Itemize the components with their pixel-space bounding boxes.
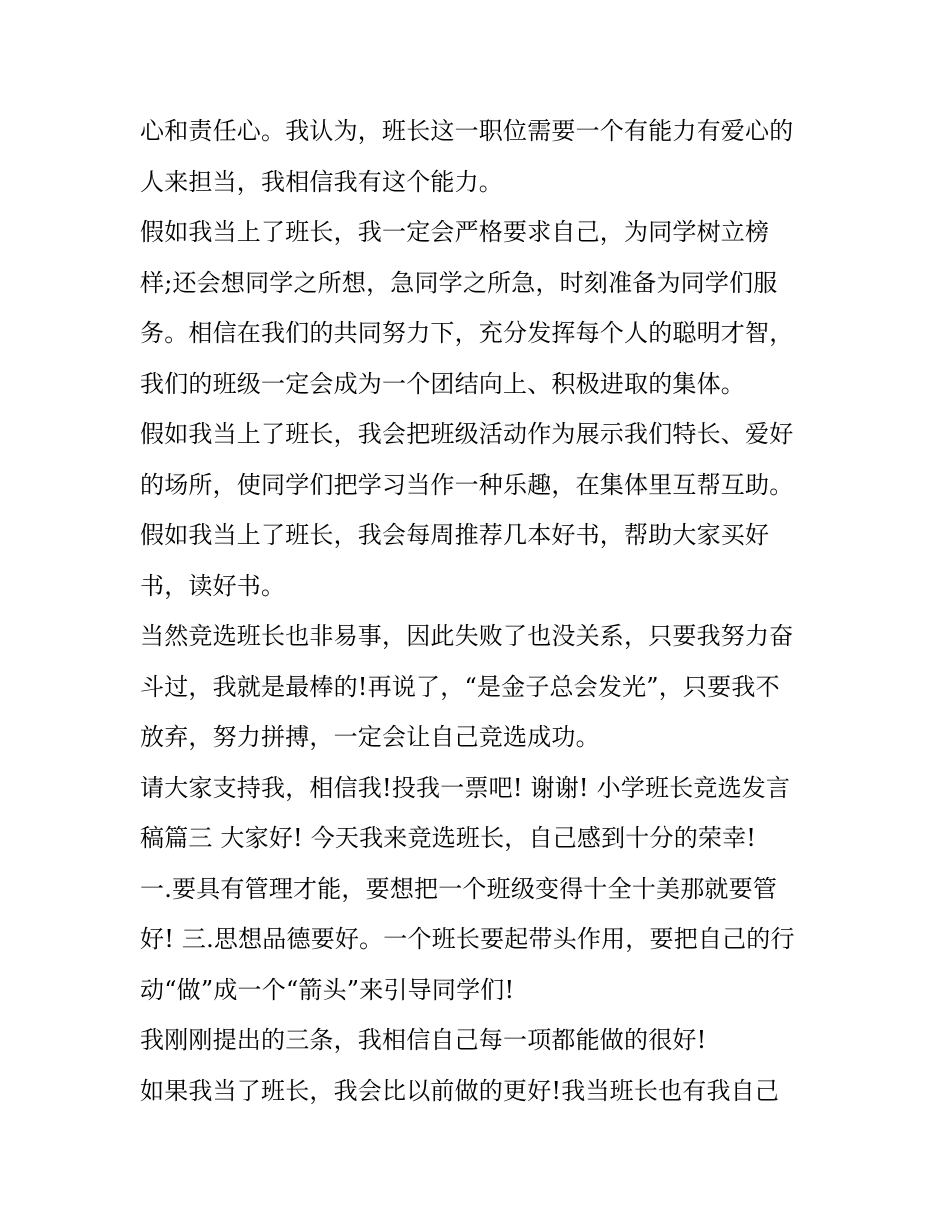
body-text: [140, 106, 830, 1116]
text-line: 放弃，努力拼搏，一定会让自己竞选成功。: [140, 723, 600, 751]
text-line: 务。相信在我们的共同努力下，充分发挥每个人的聪明才智，: [140, 319, 794, 347]
text-line: 动“做”成一个“箭头”来引导同学们!: [140, 975, 515, 1004]
text-line: 的场所，使同学们把学习当作一种乐趣，在集体里互帮互助。: [140, 470, 794, 499]
text-line: 我刚刚提出的三条，我相信自己每一项都能做的很好!: [140, 1026, 707, 1054]
text-line: 一.要具有管理才能，要想把一个班级变得十全十美那就要管: [140, 874, 778, 903]
text-line: 书，读好书。: [140, 571, 286, 600]
text-line: 请大家支持我，相信我!投我一票吧! 谢谢! 小学班长竞选发言: [140, 773, 791, 802]
text-line: 如果我当了班长，我会比以前做的更好!我当班长也有我自己: [140, 1076, 780, 1105]
text-line: 假如我当上了班长，我会每周推荐几本好书，帮助大家买好: [140, 521, 770, 549]
text-line: 稿篇三 大家好! 今天我来竞选班长，自己感到十分的荣幸!: [140, 824, 757, 852]
text-line: 假如我当上了班长，我会把班级活动作为展示我们特长、爱好: [140, 420, 794, 448]
text-line: 好! 三.思想品德要好。一个班长要起带头作用，要把自己的行: [140, 925, 795, 953]
text-line: 我们的班级一定会成为一个团结向上、积极进取的集体。: [140, 369, 745, 398]
text-line: 当然竞选班长也非易事，因此失败了也没关系，只要我努力奋: [140, 622, 794, 650]
text-line: 人来担当，我相信我有这个能力。: [140, 167, 503, 196]
text-line: 心和责任心。我认为，班长这一职位需要一个有能力有爱心的: [140, 117, 794, 145]
text-line: 假如我当上了班长，我一定会严格要求自己，为同学树立榜: [140, 218, 770, 246]
text-line: 样;还会想同学之所想，急同学之所急，时刻准备为同学们服: [140, 268, 778, 297]
text-line: 斗过，我就是最棒的!再说了，“是金子总会发光”，只要我不: [140, 672, 780, 701]
